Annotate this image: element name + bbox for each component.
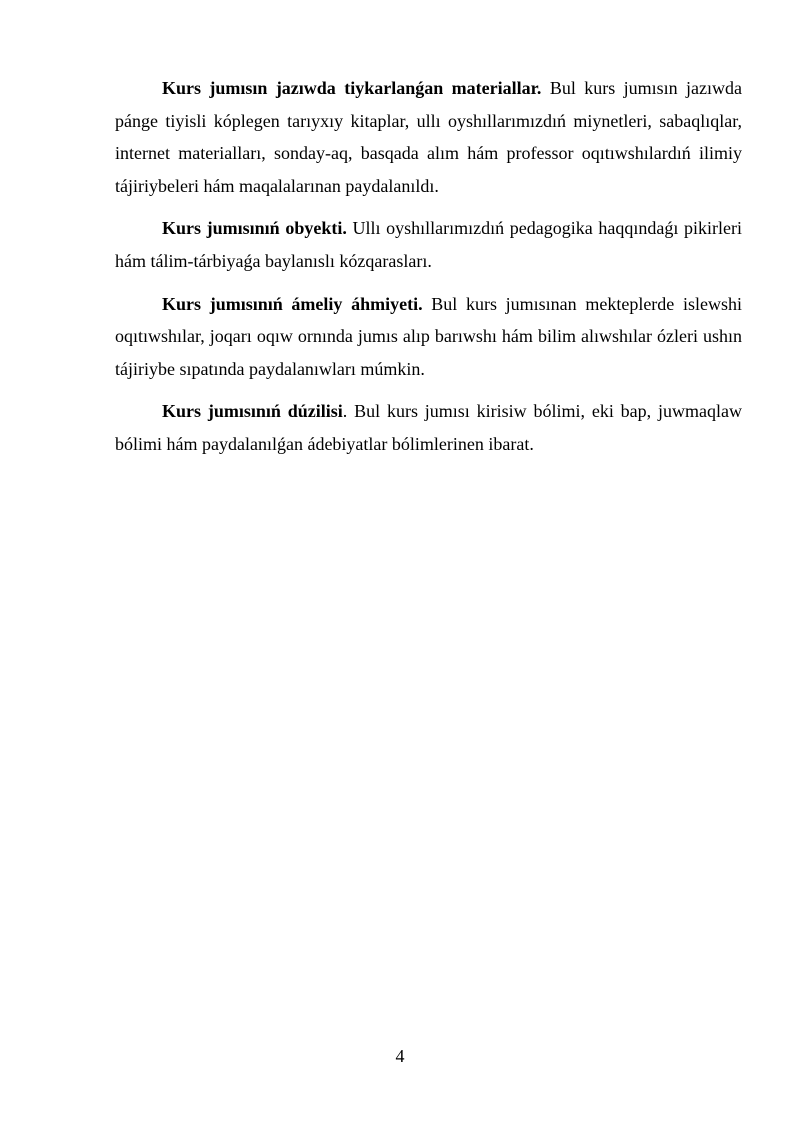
paragraph-body: Ullı oyshıllarımızdıń pedagogika haqqındaǵı pikirleri hám tálim-tárbiyaǵa baylanıslı kózqarasları. [115,218,742,271]
paragraph-body: . Bul kurs jumısı kirisiw bólimi, eki bap, juwmaqlaw bólimi hám paydalanılǵan ádebiyatlar bólimlerinen ibarat. [115,401,742,454]
paragraph-structure [115,395,742,460]
paragraph-body: Bul kurs jumısınan mekteplerde islewshi oqıtıwshılar, joqarı oqıw ornında jumıs alıp barıwshı hám bilim alıwshılar ózleri ushın tájiriybe sıpatında paydalanıwları múmkin. [115,293,742,379]
paragraph-heading: Kurs jumısınıń obyekti. [162,218,347,239]
page-number: 4 [395,1046,405,1066]
paragraph-heading: Kurs jumısınıń dúzilisi [162,401,343,422]
document-page [115,72,742,471]
paragraph-body: Bul kurs jumısın jazıwda pánge tiyisli kóplegen tarıyxıy kitaplar, ullı oyshıllarımızdıń miynetleri, sabaqlıqlar, internet materialları, sonday-aq, basqada alım hám professor oqıtıwshılardıń ilimiy tájiriybeleri hám maqalalarınan paydalanıldı. [115,78,743,196]
paragraph-heading: Kurs jumısınıń ámeliy áhmiyeti. [162,293,423,314]
paragraph-practical-significance [115,288,742,386]
paragraph-heading: Kurs jumısın jazıwda tiykarlanǵan materiallar. [162,78,542,98]
paragraph-materials [115,72,742,202]
paragraph-object [115,212,742,277]
